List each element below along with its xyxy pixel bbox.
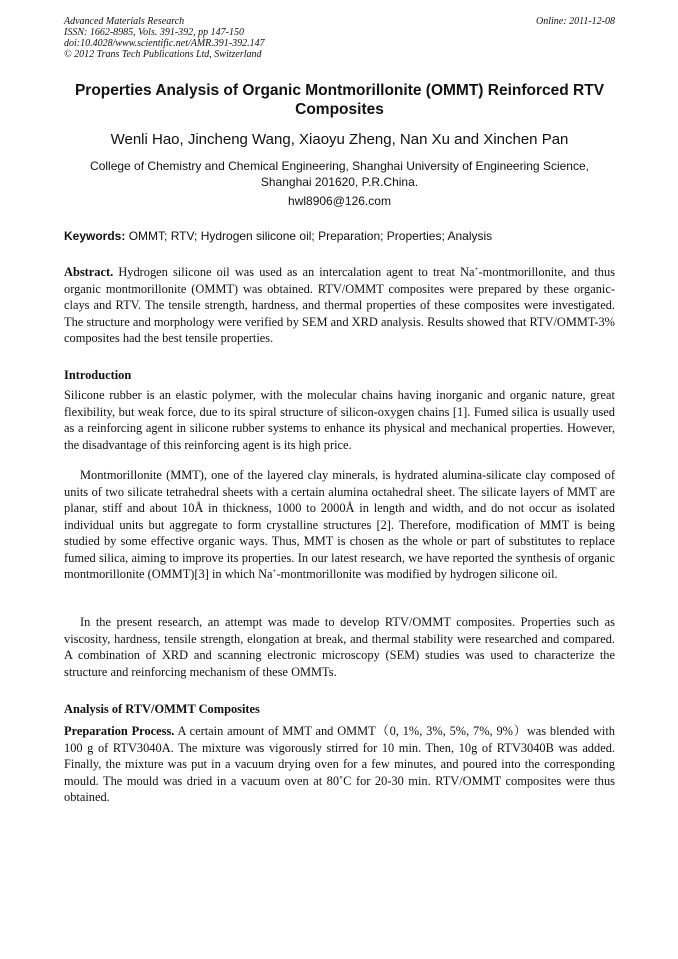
keywords <box>64 229 615 244</box>
introduction-heading: Introduction <box>64 368 132 382</box>
abstract-text-b: -montmorillonite, and thus organic montmorillonite (OMMT) was obtained. RTV/OMMT composites were prepared by these organic-clays and RTV. The tensile strength, hardness, and thermal properties of these composites were investigated. The structure and morphology were verified by SEM and XRD analysis. Results showed that RTV/OMMT-3% composites had the best tensile properties. <box>64 265 615 345</box>
journal-issn: ISSN: 1662-8985, Vols. 391-392, pp 147-150 <box>64 27 244 38</box>
abstract <box>64 264 615 347</box>
preparation-paragraph <box>64 723 615 806</box>
introduction-p2-text-b: -montmorillonite was modified by hydrogen silicone oil. <box>276 567 558 581</box>
keywords-text: OMMT; RTV; Hydrogen silicone oil; Preparation; Properties; Analysis <box>125 229 493 243</box>
journal-doi: doi:10.4028/www.scientific.net/AMR.391-392.147 <box>64 38 265 49</box>
journal-info <box>64 16 424 60</box>
introduction-paragraph-2 <box>64 467 615 583</box>
affiliation: College of Chemistry and Chemical Engineering, Shanghai University of Engineering Science, Shanghai 201620, P.R.China. <box>90 159 589 189</box>
introduction-paragraph-3: In the present research, an attempt was made to develop RTV/OMMT composites. Properties such as viscosity, hardness, tensile strength, elongation at break, and thermal stability were researched and compared. A combination of XRD and scanning electronic microscopy (SEM) studies was used to characterize the structure and reinforcing mechanism of these OMMTs. <box>64 615 615 679</box>
abstract-label: Abstract. <box>64 265 114 279</box>
preparation-text: A certain amount of MMT and OMMT（0, 1%, 3%, 5%, 7%, 9%）was blended with 100 g of RTV3040A. The mixture was vigorously stirred for 10 min. Then, 10g of RTV3040B was added. Finally, the mixture was put in a vacuum drying oven for a few minutes, and poured into the corresponding mould. The mould was dried in a vacuum oven at 80˚C for 20-30 min. RTV/OMMT composites were thus obtained. <box>64 724 615 804</box>
introduction-p2-text-a: Montmorillonite (MMT), one of the layered clay minerals, is hydrated alumina-silicate clay composed of units of two silicate tetrahedral sheets with a certain alumina octahedral sheet. The silicate layers of MMT are planar, stiff and about 10Å in thickness, 1000 to 2000Å in length and width, and do not occur as isolated individual units but aggregate to form crystalline structures [2]. Therefore, modification of MMT is being studied by some effective organic ways. Thus, MMT is chosen as the whole or part of substitutes to replace fumed silica, aiming to improve its properties. In our latest research, we have reported the synthesis of organic montmorillonite (OMMT)[3] in which Na <box>64 468 615 581</box>
contact-email: hwl8906@126.com <box>288 194 391 208</box>
analysis-heading: Analysis of RTV/OMMT Composites <box>64 702 260 716</box>
journal-copyright: © 2012 Trans Tech Publications Ltd, Switzerland <box>64 49 262 60</box>
abstract-sup: + <box>474 264 479 273</box>
journal-name: Advanced Materials Research <box>64 16 185 27</box>
keywords-label: Keywords: <box>64 229 126 243</box>
paper-title: Properties Analysis of Organic Montmorillonite (OMMT) Reinforced RTV Composites <box>74 82 605 118</box>
introduction-paragraph-1: Silicone rubber is an elastic polymer, with the molecular chains having inorganic and organic nature, great flexibility, but weak force, due to its spiral structure of silicon-oxygen chains [1]. Fumed silica is usually used as a reinforcing agent in silicone rubber systems to enhance its physical and mechanical properties. However, the disadvantage of this reinforcing agent is its high price. <box>64 388 615 452</box>
abstract-text-a: Hydrogen silicone oil was used as an intercalation agent to treat Na <box>113 265 475 279</box>
introduction-p2-sup: + <box>272 566 277 575</box>
preparation-label: Preparation Process. <box>64 724 175 738</box>
online-date: Online: 2011-12-08 <box>536 16 615 27</box>
author-list: Wenli Hao, Jincheng Wang, Xiaoyu Zheng, Nan Xu and Xinchen Pan <box>110 131 569 148</box>
